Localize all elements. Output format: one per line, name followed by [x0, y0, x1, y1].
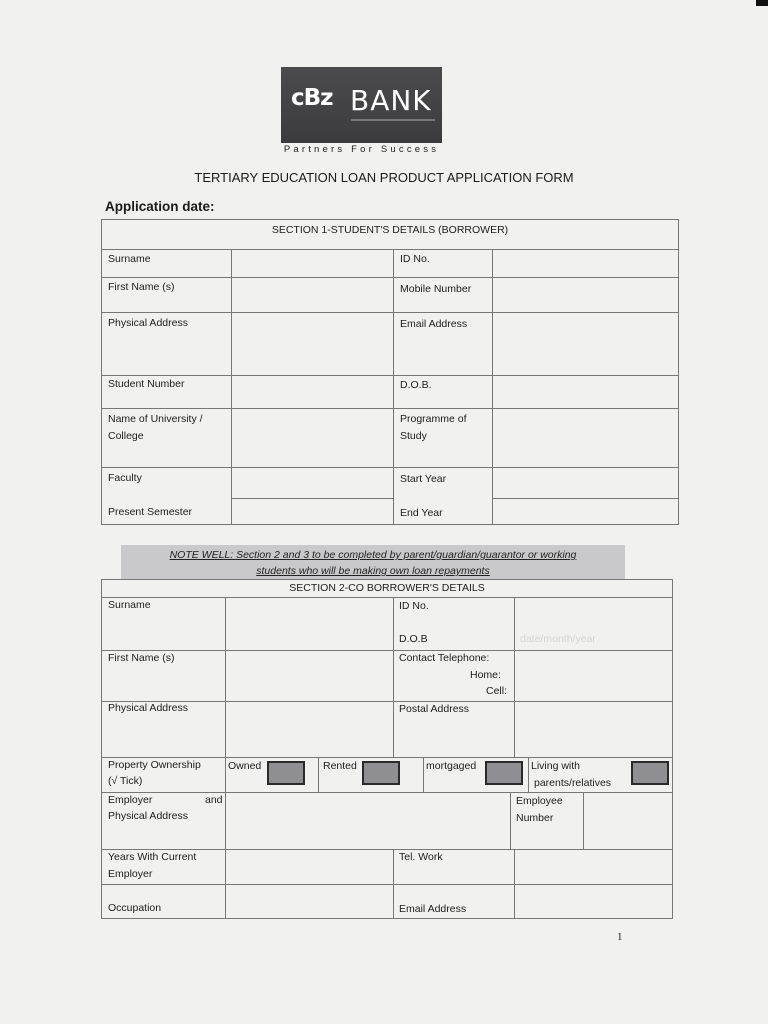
label-co-physical-address: Physical Address: [108, 702, 188, 714]
label-co-dob: D.O.B: [399, 633, 428, 645]
label-employee-number: Employee Number: [516, 795, 563, 824]
label-programme: Programme of Study: [400, 413, 467, 442]
tel-work-field[interactable]: [515, 850, 672, 884]
employee-number-field[interactable]: [584, 793, 672, 849]
label-surname: Surname: [108, 253, 151, 265]
divider: [318, 757, 319, 792]
divider: [510, 792, 511, 849]
label-start-year: Start Year: [400, 473, 447, 485]
faculty-field[interactable]: [232, 468, 393, 498]
dob-field[interactable]: [493, 376, 678, 408]
student-number-field[interactable]: [232, 376, 393, 408]
email-address-field[interactable]: [493, 313, 678, 375]
co-id-dob-field[interactable]: [515, 598, 672, 650]
label-property-ownership: Property Ownership: [108, 759, 201, 771]
label-cell: Cell:: [486, 685, 508, 697]
label-end-year: End Year: [400, 507, 443, 519]
label-home: Home:: [470, 669, 501, 681]
page-number: 1: [617, 931, 623, 943]
note-line-2: students who will be making own loan repayments: [256, 565, 490, 577]
divider: [393, 597, 394, 757]
label-postal-address: Postal Address: [399, 703, 470, 715]
label-co-first-name: First Name (s): [108, 652, 175, 664]
postal-address-field[interactable]: [515, 702, 672, 757]
label-id-no: ID No.: [400, 253, 430, 265]
section1-heading: SECTION 1-STUDENT'S DETAILS (BORROWER): [271, 224, 509, 236]
label-tick-hint: (√ Tick): [108, 775, 143, 787]
divider: [528, 757, 529, 792]
label-co-email-address: Email Address: [399, 903, 467, 915]
scan-edge-mark: [756, 0, 768, 6]
label-email-address: Email Address: [400, 318, 468, 330]
university-field[interactable]: [232, 409, 393, 467]
co-physical-address-field[interactable]: [226, 702, 393, 757]
label-parents-relatives: parents/relatives: [534, 777, 612, 789]
label-dob: D.O.B.: [400, 379, 432, 391]
id-no-field[interactable]: [493, 250, 678, 277]
note-well-banner: [121, 545, 625, 579]
divider: [393, 249, 394, 525]
mobile-number-field[interactable]: [493, 278, 678, 312]
note-line-1: NOTE WELL: Section 2 and 3 to be completed by parent/guardian/guarantor or working: [169, 549, 577, 561]
logo-fine-print: [351, 119, 435, 121]
divider: [423, 757, 424, 792]
label-employer: Employer: [108, 794, 153, 806]
years-with-employer-field[interactable]: [226, 850, 393, 884]
co-surname-field[interactable]: [226, 598, 393, 650]
label-physical-address: Physical Address: [108, 317, 188, 329]
label-employer-and: and: [205, 794, 223, 806]
label-occupation: Occupation: [108, 902, 162, 914]
mortgaged-tickbox[interactable]: [485, 761, 523, 785]
logo-bank-text: BANK: [350, 84, 432, 117]
logo-mark: cBz: [291, 85, 333, 111]
living-with-parents-tickbox[interactable]: [631, 761, 669, 785]
label-owned: Owned: [228, 760, 262, 772]
note-well-text: [121, 547, 625, 579]
rented-tickbox[interactable]: [362, 761, 400, 785]
section2-heading: SECTION 2-CO BORROWER'S DETAILS: [289, 582, 485, 594]
label-faculty: Faculty: [108, 472, 142, 484]
contact-telephone-field[interactable]: [515, 651, 672, 701]
label-mobile-number: Mobile Number: [400, 283, 472, 295]
label-mortgaged: mortgaged: [426, 760, 477, 772]
form-title: TERTIARY EDUCATION LOAN PRODUCT APPLICATION FORM: [194, 170, 574, 185]
co-email-address-field[interactable]: [515, 885, 672, 918]
end-year-field[interactable]: [493, 499, 678, 524]
label-employer-physical-address: Physical Address: [108, 810, 188, 822]
label-tel-work: Tel. Work: [399, 851, 443, 863]
application-date-label: Application date:: [105, 199, 215, 214]
present-semester-field[interactable]: [232, 499, 393, 524]
occupation-field[interactable]: [226, 885, 393, 918]
label-years-with-employer: Years With Current Employer: [108, 851, 197, 880]
label-co-surname: Surname: [108, 599, 151, 611]
dob-placeholder: date/month/year: [520, 633, 596, 645]
label-co-id-no: ID No.: [399, 600, 429, 612]
label-first-name: First Name (s): [108, 281, 175, 293]
label-present-semester: Present Semester: [108, 506, 193, 518]
programme-field[interactable]: [493, 409, 678, 467]
start-year-field[interactable]: [493, 468, 678, 498]
label-student-number: Student Number: [108, 378, 185, 390]
owned-tickbox[interactable]: [267, 761, 305, 785]
label-living-with: Living with: [531, 760, 581, 772]
first-name-field[interactable]: [232, 278, 393, 312]
employer-field[interactable]: [226, 793, 510, 849]
logo-tagline: Partners For Success: [283, 144, 440, 155]
physical-address-field[interactable]: [232, 313, 393, 375]
surname-field[interactable]: [232, 250, 393, 277]
co-first-name-field[interactable]: [226, 651, 393, 701]
label-contact-telephone: Contact Telephone:: [399, 652, 490, 664]
divider: [393, 849, 394, 919]
label-university: Name of University / College: [108, 413, 203, 442]
cbz-bank-logo: [281, 67, 442, 143]
label-rented: Rented: [323, 760, 357, 772]
